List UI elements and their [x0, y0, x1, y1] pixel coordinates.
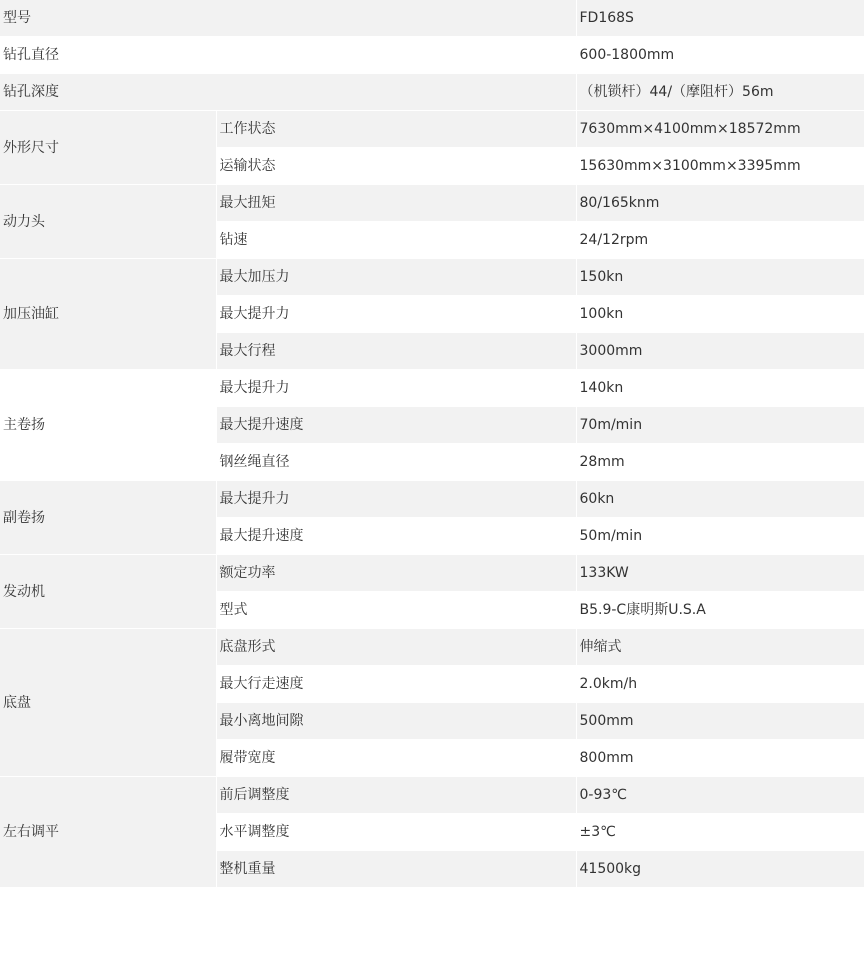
- table-row: [0, 185, 864, 222]
- row-value: B5.9-C康明斯U.S.A: [576, 592, 864, 629]
- row-value: 600-1800mm: [576, 37, 864, 74]
- row-label: 钻孔直径: [0, 37, 576, 74]
- group-label: 外形尺寸: [0, 111, 216, 185]
- row-value: ±3℃: [576, 814, 864, 851]
- sub-label: 底盘形式: [216, 629, 576, 666]
- row-value: 24/12rpm: [576, 222, 864, 259]
- row-value: （机锁杆）44/（摩阻杆）56m: [576, 74, 864, 111]
- table-row: [0, 37, 864, 74]
- sub-label: 前后调整度: [216, 777, 576, 814]
- sub-label: 最大提升力: [216, 481, 576, 518]
- sub-label: 额定功率: [216, 555, 576, 592]
- group-label: 副卷扬: [0, 481, 216, 555]
- sub-label: 工作状态: [216, 111, 576, 148]
- row-value: 133KW: [576, 555, 864, 592]
- row-value: 50m/min: [576, 518, 864, 555]
- row-value: 70m/min: [576, 407, 864, 444]
- group-label: 底盘: [0, 629, 216, 777]
- row-value: 28mm: [576, 444, 864, 481]
- row-value: 140kn: [576, 370, 864, 407]
- row-value: 100kn: [576, 296, 864, 333]
- row-value: 2.0km/h: [576, 666, 864, 703]
- sub-label: 水平调整度: [216, 814, 576, 851]
- table-row: [0, 629, 864, 666]
- sub-label: 最大提升力: [216, 296, 576, 333]
- group-label: 左右调平: [0, 777, 216, 888]
- sub-label: 最小离地间隙: [216, 703, 576, 740]
- row-value: 7630mm×4100mm×18572mm: [576, 111, 864, 148]
- table-row: [0, 111, 864, 148]
- sub-label: 最大行程: [216, 333, 576, 370]
- row-value: 500mm: [576, 703, 864, 740]
- table-row: [0, 259, 864, 296]
- row-value: 3000mm: [576, 333, 864, 370]
- sub-label: 最大提升速度: [216, 518, 576, 555]
- group-label: 主卷扬: [0, 370, 216, 481]
- sub-label: 整机重量: [216, 851, 576, 888]
- row-value: 伸缩式: [576, 629, 864, 666]
- group-label: 发动机: [0, 555, 216, 629]
- sub-label: 最大提升力: [216, 370, 576, 407]
- table-row: [0, 481, 864, 518]
- row-label: 型号: [0, 0, 576, 37]
- row-value: 150kn: [576, 259, 864, 296]
- row-label: 钻孔深度: [0, 74, 576, 111]
- group-label: 加压油缸: [0, 259, 216, 370]
- sub-label: 最大扭矩: [216, 185, 576, 222]
- sub-label: 最大加压力: [216, 259, 576, 296]
- sub-label: 运输状态: [216, 148, 576, 185]
- row-value: 80/165knm: [576, 185, 864, 222]
- row-value: 15630mm×3100mm×3395mm: [576, 148, 864, 185]
- table-row: [0, 74, 864, 111]
- row-value: 41500kg: [576, 851, 864, 888]
- sub-label: 最大提升速度: [216, 407, 576, 444]
- sub-label: 型式: [216, 592, 576, 629]
- table-row: [0, 777, 864, 814]
- table-row: [0, 370, 864, 407]
- row-value: 0-93℃: [576, 777, 864, 814]
- row-value: 60kn: [576, 481, 864, 518]
- table-row: [0, 555, 864, 592]
- sub-label: 履带宽度: [216, 740, 576, 777]
- sub-label: 钢丝绳直径: [216, 444, 576, 481]
- sub-label: 最大行走速度: [216, 666, 576, 703]
- table-row: [0, 0, 864, 37]
- sub-label: 钻速: [216, 222, 576, 259]
- row-value: FD168S: [576, 0, 864, 37]
- group-label: 动力头: [0, 185, 216, 259]
- row-value: 800mm: [576, 740, 864, 777]
